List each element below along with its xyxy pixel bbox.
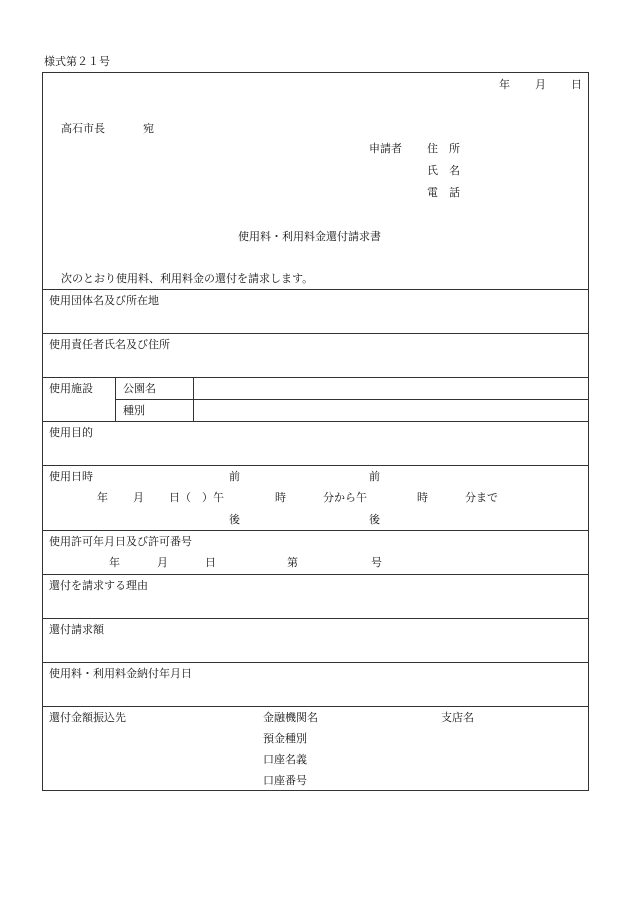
bank-institution-label: 金融機関名 — [263, 711, 318, 724]
park-name-label: 公園名 — [123, 382, 156, 395]
reason-label: 還付を請求する理由 — [49, 579, 148, 592]
permit-go: 号 — [371, 556, 382, 569]
permit-month: 月 — [157, 556, 168, 569]
datetime-day: 日（ ）午 — [169, 491, 224, 504]
permit-year: 年 — [109, 556, 120, 569]
date-month-label: 月 — [535, 78, 546, 91]
divider — [43, 618, 588, 619]
datetime-month: 月 — [133, 491, 144, 504]
divider — [43, 662, 588, 663]
datetime-pm-2: 後 — [369, 513, 380, 526]
facility-type-label: 種別 — [123, 404, 145, 417]
datetime-pm-1: 後 — [229, 513, 240, 526]
divider — [193, 377, 194, 421]
datetime-am-2: 前 — [369, 470, 380, 483]
divider — [43, 377, 588, 378]
account-name-label: 口座名義 — [263, 753, 307, 766]
divider — [43, 530, 588, 531]
addressee-name: 高石市長 — [61, 122, 105, 135]
intro-text: 次のとおり使用料、利用料金の還付を請求します。 — [61, 272, 314, 285]
datetime-am-1: 前 — [229, 470, 240, 483]
divider — [43, 289, 588, 290]
group-label: 使用団体名及び所在地 — [49, 294, 159, 307]
applicant-address-label: 住 所 — [427, 142, 460, 155]
divider — [115, 377, 116, 421]
divider — [43, 706, 588, 707]
datetime-label: 使用日時 — [49, 470, 93, 483]
permit-day: 日 — [205, 556, 216, 569]
divider — [43, 333, 588, 334]
date-year-label: 年 — [499, 78, 510, 91]
datetime-hour-1: 時 — [275, 491, 286, 504]
divider — [115, 399, 588, 400]
bank-label: 還付金額振込先 — [49, 711, 126, 724]
facility-label: 使用施設 — [49, 382, 93, 395]
permit-label: 使用許可年月日及び許可番号 — [49, 535, 192, 548]
responsible-label: 使用責任者氏名及び住所 — [49, 338, 170, 351]
addressee-suffix: 宛 — [143, 122, 154, 135]
form-number: 様式第２１号 — [44, 55, 110, 68]
divider — [43, 574, 588, 575]
purpose-label: 使用目的 — [49, 426, 93, 439]
bank-branch-label: 支店名 — [441, 711, 474, 724]
divider — [43, 465, 588, 466]
paid-date-label: 使用料・利用料金納付年月日 — [49, 667, 192, 680]
datetime-year: 年 — [97, 491, 108, 504]
form-title: 使用料・利用料金還付請求書 — [238, 230, 381, 243]
date-day-label: 日 — [571, 78, 582, 91]
datetime-hour-2: 時 — [417, 491, 428, 504]
amount-label: 還付請求額 — [49, 623, 104, 636]
applicant-name-label: 氏 名 — [427, 164, 460, 177]
applicant-phone-label: 電 話 — [427, 186, 460, 199]
divider — [43, 421, 588, 422]
datetime-from: 分から午 — [323, 491, 367, 504]
refund-request-form — [42, 72, 589, 791]
applicant-label: 申請者 — [369, 142, 402, 155]
datetime-until: 分まで — [465, 491, 498, 504]
permit-no: 第 — [287, 556, 298, 569]
account-type-label: 預金種別 — [263, 732, 307, 745]
account-number-label: 口座番号 — [263, 774, 307, 787]
